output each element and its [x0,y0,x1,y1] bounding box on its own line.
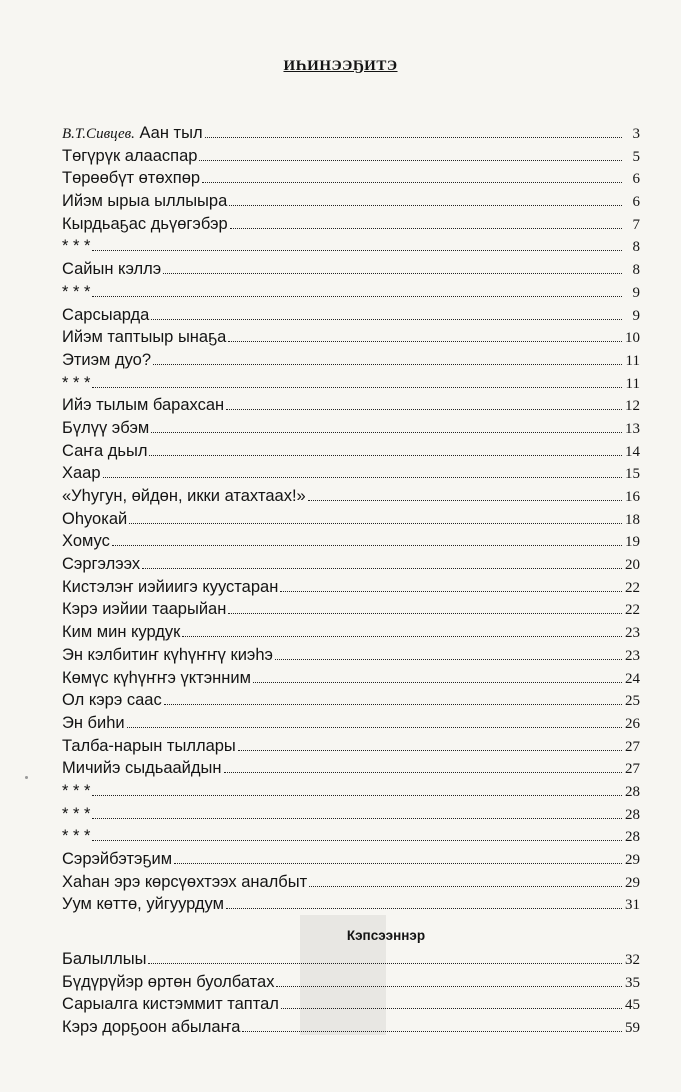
entry-title [62,759,222,778]
toc-entry [62,374,640,397]
entry-label: Ким мин курдук [62,623,181,642]
toc-entry [62,973,640,996]
dot-leader [226,908,622,909]
dot-leader [129,523,622,524]
page-number: 13 [625,420,640,437]
dot-leader [112,545,622,546]
entry-label: Көмүс күһүҥҥэ үктэнним [62,668,251,687]
dot-leader [228,341,622,342]
entry-label: Кэрэ дорҕоон абылаҥа [62,1018,241,1037]
dot-leader [253,682,622,683]
dot-leader [153,364,622,365]
toc-entry [62,532,640,555]
page-number: 59 [625,1020,640,1037]
entry-title [62,714,125,733]
entry-label: * * * [62,373,91,392]
entry-label: Ол кэрэ саас [62,691,162,710]
page-number: 22 [625,579,640,596]
entry-label: Бүлүү эбэм [62,418,150,437]
page-number: 27 [625,738,640,755]
page-number: 9 [632,307,640,324]
entry-title [62,782,90,801]
entry-label: Сарыалга кистэммит таптал [62,995,279,1014]
toc-entry [62,805,640,828]
scan-speck [25,776,28,779]
entry-label: Ийэ тылым барахсан [62,396,225,415]
page-number: 7 [632,216,640,233]
dot-leader [163,273,622,274]
dot-leader [280,591,622,592]
entry-label: Ийэм таптыыр ынаҕа [62,328,227,347]
toc-entry [62,419,640,442]
toc-entry [62,283,640,306]
page-number: 26 [625,715,640,732]
entry-title [62,995,279,1014]
entry-title [62,950,146,969]
toc-entry [62,192,640,215]
entry-title [62,306,149,325]
entry-label: Төрөөбүт өтөхпөр [62,169,201,188]
page-number: 10 [625,330,640,347]
entry-label: Кистэлэҥ иэйиигэ куустаран [62,577,279,596]
entry-label: Кырдьаҕас дьүөгэбэр [62,214,228,233]
dot-leader [228,613,622,614]
entry-label: Этиэм дуо? [62,350,152,369]
entry-label: Төгүрүк алааспар [62,146,198,165]
entry-title [62,623,180,642]
entry-title [62,805,90,824]
dot-leader [308,500,622,501]
entry-label: Хомус [62,532,110,551]
entry-label: Бүдүрүйэр өртөн буолбатах [62,972,275,991]
page-number: 23 [625,647,640,664]
entry-title [62,260,161,279]
dot-leader [151,319,622,320]
contents-list-poems [62,124,640,918]
toc-entry [62,260,640,283]
page-number: 45 [625,997,640,1014]
entry-title [62,510,127,529]
dot-leader [148,963,622,964]
entry-label: Талба-нарын тыллары [62,736,236,755]
toc-entry [62,555,640,578]
entry-label: Аан тыл [139,124,203,142]
toc-entry [62,600,640,623]
page-number: 29 [625,874,640,891]
toc-entry [62,351,640,374]
toc-entry [62,950,640,973]
page-number: 5 [632,148,640,165]
dot-leader [92,250,622,251]
page-number: 28 [625,829,640,846]
entry-title [62,850,172,869]
entry-title [62,419,149,438]
dot-leader [309,886,622,887]
dot-leader [199,160,622,161]
page-number: 8 [632,239,640,256]
entry-title [62,374,90,393]
entry-label: Ийэм ырыа ыллыыра [62,192,228,211]
dot-leader [281,1008,622,1009]
dot-leader [182,636,622,637]
dot-leader [275,659,622,660]
entry-title [62,192,227,211]
entry-title [62,147,197,166]
entry-title [62,669,251,688]
dot-leader [230,228,622,229]
toc-entry [62,850,640,873]
entry-label: Сэрэйбэтэҕим [62,850,173,868]
page-number: 28 [625,806,640,823]
page-number: 3 [632,126,640,142]
toc-entry [62,510,640,533]
entry-title [62,283,90,302]
page-number: 8 [632,262,640,279]
page-number: 19 [625,534,640,551]
entry-label: Хаар [62,464,101,483]
page-number: 9 [632,284,640,301]
entry-title [62,737,236,756]
entry-label: * * * [62,781,91,800]
contents-list-stories [62,950,640,1041]
toc-entry [62,306,640,329]
entry-title [62,895,224,914]
entry-label: * * * [62,827,91,846]
entry-title [62,396,224,415]
entry-title [62,532,110,551]
page-number: 35 [625,974,640,991]
table-of-contents [62,124,640,1041]
page-number: 6 [632,171,640,188]
toc-entry [62,737,640,760]
toc-entry [62,124,640,147]
entry-label: Эн кэлбитиҥ күһүҥҥү киэһэ [62,645,273,664]
entry-label: Балыллыы [62,950,147,969]
page-number: 14 [625,443,640,460]
toc-entry [62,827,640,850]
dot-leader [151,432,622,433]
entry-title [62,873,307,892]
entry-title [62,646,273,665]
dot-leader [92,818,622,819]
entry-label: Кэрэ иэйии таарыйан [62,600,227,619]
entry-label: Сэргэлээх [62,555,141,574]
dot-leader [127,727,622,728]
page-number: 24 [625,670,640,687]
page-number: 15 [625,466,640,483]
dot-leader [242,1031,622,1032]
dot-leader [202,182,622,183]
page-number: 11 [625,375,640,392]
toc-entry [62,169,640,192]
page-number: 31 [625,897,640,914]
dot-leader [92,840,622,841]
dot-leader [229,205,622,206]
entry-title [62,328,226,347]
toc-entry [62,1018,640,1041]
toc-entry [62,646,640,669]
entry-author: В.Т.Сивцев. [62,126,135,142]
dot-leader [142,568,622,569]
dot-leader [226,409,622,410]
entry-title [62,827,90,846]
toc-entry [62,714,640,737]
entry-label: * * * [62,237,91,256]
entry-label: Мичийэ сыдьаайдын [62,759,222,778]
entry-title [62,691,162,710]
entry-title [62,464,101,483]
toc-entry [62,873,640,896]
entry-title [62,169,200,188]
entry-label: Хаһан эрэ көрсүөхтээх аналбыт [62,872,308,891]
entry-label: «Уһугун, өйдөн, икки атахтаах!» [62,487,306,505]
dot-leader [103,477,622,478]
toc-entry [62,464,640,487]
entry-title [62,555,140,574]
section-heading: Кэпсээннэр [346,928,426,944]
entry-title [62,124,203,143]
entry-label: Оһуокай [62,509,128,528]
toc-entry [62,328,640,351]
entry-label: Сайын кэллэ [62,260,162,279]
entry-label: * * * [62,282,91,301]
entry-title [62,600,226,619]
toc-entry [62,147,640,170]
dot-leader [92,387,622,388]
page-number: 32 [625,952,640,969]
page-number: 25 [625,693,640,710]
dot-leader [92,795,622,796]
entry-label: Эн биһи [62,713,125,732]
dot-leader [238,750,622,751]
dot-leader [174,863,622,864]
toc-entry [62,782,640,805]
entry-title [62,973,274,992]
toc-entry [62,669,640,692]
entry-title [62,215,228,234]
entry-title [62,578,278,597]
page-title: ИҺИНЭЭҔИТЭ [283,58,398,74]
dot-leader [92,296,622,297]
toc-entry [62,237,640,260]
toc-entry [62,759,640,782]
page-number: 20 [625,557,640,574]
page-number: 16 [625,489,640,505]
page-number: 6 [632,194,640,211]
entry-title [62,1018,240,1037]
toc-entry [62,623,640,646]
entry-label: Сарсыарда [62,305,150,324]
toc-entry [62,995,640,1018]
toc-entry [62,442,640,465]
toc-entry [62,215,640,238]
toc-entry [62,578,640,601]
dot-leader [149,455,622,456]
entry-title [62,237,90,256]
dot-leader [205,137,622,138]
page-number: 28 [625,783,640,800]
entry-label: Саҥа дьыл [62,441,148,460]
toc-entry [62,895,640,918]
entry-label: * * * [62,804,91,823]
toc-entry [62,487,640,510]
toc-entry [62,396,640,419]
entry-title [62,487,306,506]
dot-leader [164,704,622,705]
page-number: 29 [625,852,640,868]
page-number: 22 [625,602,640,619]
dot-leader [224,772,623,773]
page-number: 12 [625,398,640,415]
entry-label: Уум көттө, уйгуурдум [62,895,224,914]
entry-title [62,442,147,461]
page-number: 18 [625,511,640,528]
dot-leader [276,986,622,987]
page-number: 27 [625,761,640,778]
page-number: 23 [625,625,640,642]
entry-title [62,351,151,370]
page-number: 11 [625,352,640,369]
toc-entry [62,691,640,714]
